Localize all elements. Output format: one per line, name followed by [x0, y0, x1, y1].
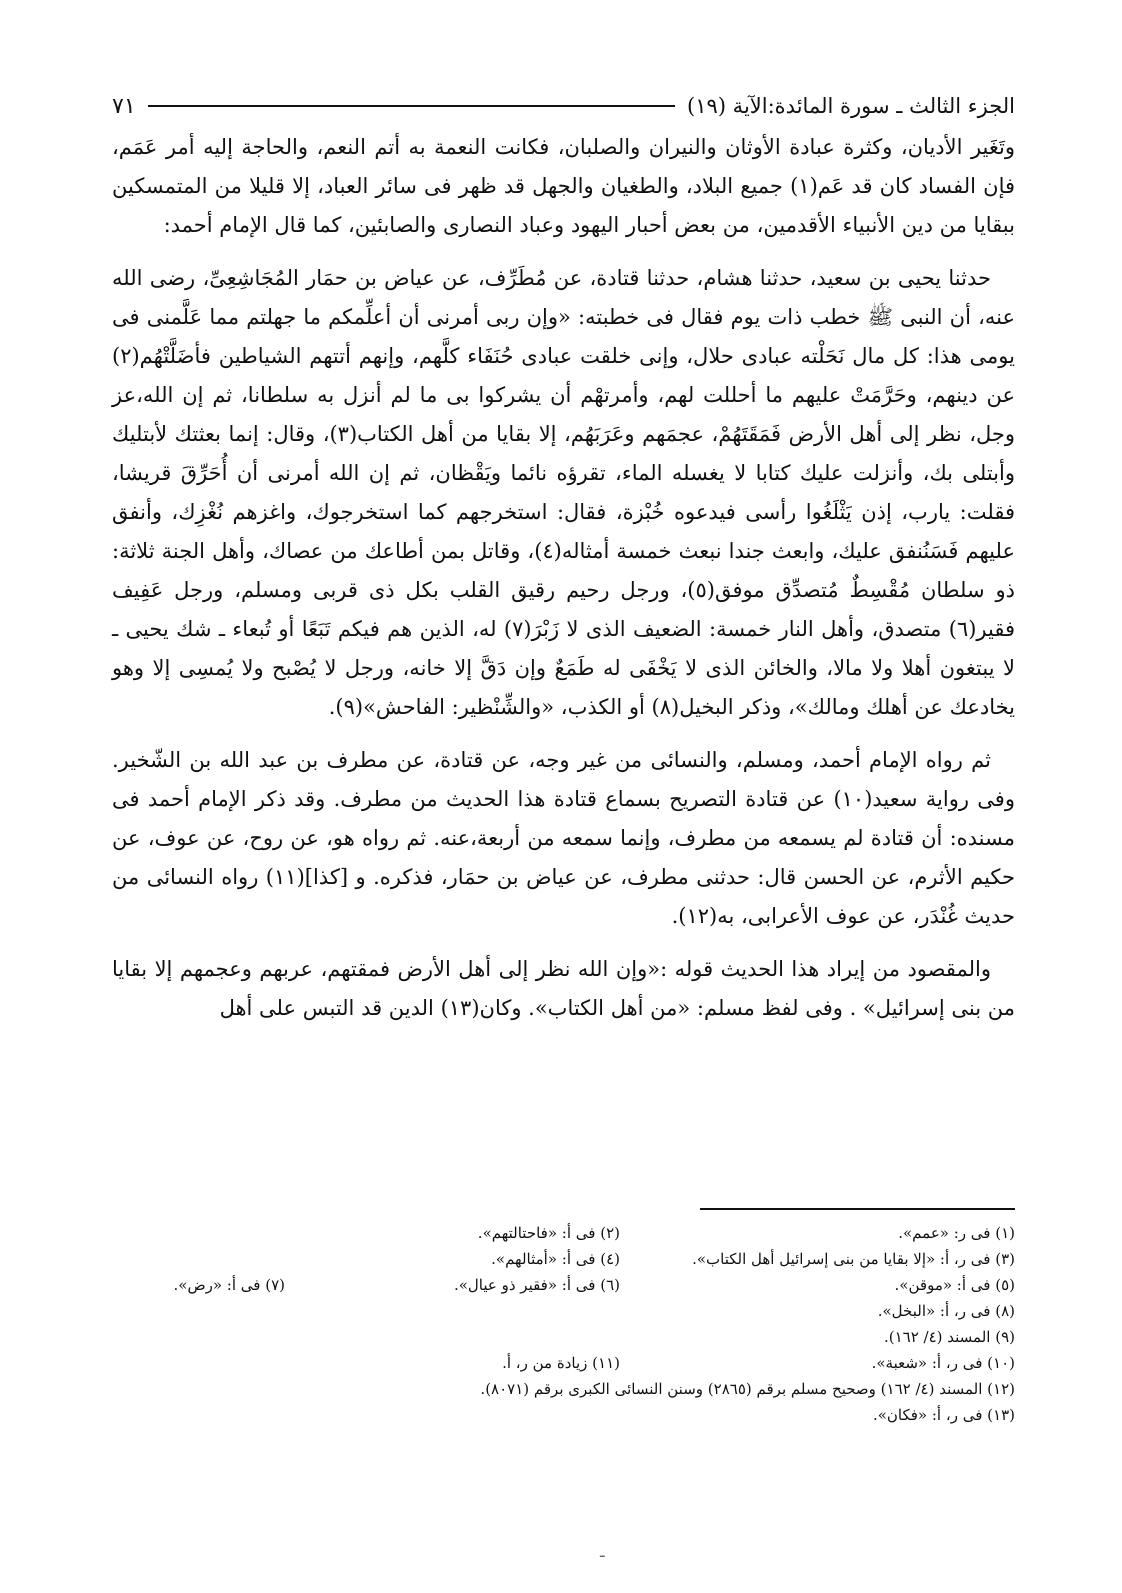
- footnote-11: (١١) زيادة من ر، أ.: [502, 1354, 620, 1372]
- footnote-row: [112, 1272, 1015, 1298]
- page-number: ٧١: [112, 93, 136, 119]
- footnote-row: [112, 1350, 1015, 1376]
- footnote-7: (٧) فى أ: «رض».: [173, 1276, 285, 1294]
- stray-mark: ـ: [600, 1542, 605, 1561]
- footnote-5: (٥) فى أ: «موقن».: [894, 1276, 1015, 1294]
- footnote-1: (١) فى ر: «عمم».: [898, 1224, 1015, 1242]
- header-title: الجزء الثالث ـ سورة المائدة:الآية (١٩): [687, 94, 1015, 118]
- footnotes: [112, 1220, 1015, 1428]
- footnote-row: [112, 1220, 1015, 1246]
- footnote-row: [112, 1298, 1015, 1324]
- footnote-4: (٤) فى أ: «أمثالهم».: [491, 1250, 620, 1268]
- paragraph-1: وتَغَير الأديان، وكثرة عبادة الأوثان والنيران والصلبان، فكانت النعمة به أتم النعم، والحاجة إليه أمر عَمَم، فإن الفساد كان قد عَم(١) جميع البلاد، والطغيان والجهل قد ظهر فى سائر العباد، إلا قليلا من المتمسكين ببقايا من دين الأنبياء الأقدمين، من بعض أحبار اليهود وعباد النصارى والصابئين، كما قال الإمام أحمد:: [112, 135, 1016, 237]
- header-rule: [148, 105, 675, 107]
- running-header: [112, 88, 1015, 124]
- paragraph-3: ثم رواه الإمام أحمد، ومسلم، والنسائى من غير وجه، عن قتادة، عن مطرف بن عبد الله بن الشّخير. وفى رواية سعيد(١٠) عن قتادة التصريح بسماع قتادة هذا الحديث من مطرف. وقد ذكر الإمام أحمد فى مسنده: أن قتادة لم يسمعه من مطرف، وإنما سمعه من أربعة،عنه. ثم رواه هو، عن روح، عن عوف، عن حكيم الأثرم، عن الحسن قال: حدثنى مطرف، عن عياض بن حمَار، فذكره. و [كذا](١١) رواه النسائى من حديث غُنْدَر، عن عوف الأعرابى، به(١٢).: [112, 748, 1016, 928]
- main-text: [112, 128, 1015, 1028]
- footnote-13: (١٣) فى ر، أ: «فكان».: [872, 1406, 1015, 1424]
- footnote-2: (٢) فى أ: «فاحتالتهم».: [477, 1224, 620, 1242]
- footnote-12: (١٢) المسند (٤/ ١٦٢) وصحيح مسلم برقم (٢٨٦٥) وسنن النسائى الكبرى برقم (٨٠٧١).: [480, 1380, 1015, 1398]
- footnote-6: (٦) فى أ: «فقير ذو عيال».: [453, 1276, 620, 1294]
- footnote-8: (٨) فى ر، أ: «البخل».: [877, 1302, 1015, 1320]
- footnote-row: [112, 1324, 1015, 1350]
- footnote-10: (١٠) فى ر، أ: «شعبة».: [871, 1354, 1015, 1372]
- footnote-row: [112, 1376, 1015, 1402]
- footnote-row: [112, 1246, 1015, 1272]
- footnote-3: (٣) فى ر، أ: «إلا بقايا من بنى إسرائيل أهل الكتاب».: [692, 1250, 1015, 1268]
- footnote-row: [112, 1402, 1015, 1428]
- footnote-separator: [700, 1208, 1015, 1210]
- paragraph-4: والمقصود من إيراد هذا الحديث قوله :«وإن الله نظر إلى أهل الأرض فمقتهم، عربهم وعجمهم إلا بقايا من بنى إسرائيل» . وفى لفظ مسلم: «من أهل الكتاب». وكان(١٣) الدين قد التبس على أهل: [112, 957, 1015, 1020]
- footnote-9: (٩) المسند (٤/ ١٦٢).: [883, 1328, 1015, 1346]
- paragraph-2-hadith: حدثنا يحيى بن سعيد، حدثنا هشام، حدثنا قتادة، عن مُطَرِّف، عن عياض بن حمَار المُجَاشِعِىِّ، رضى الله عنه، أن النبى ﷺ خطب ذات يوم فقال فى خطبته: «وإن ربى أمرنى أن أعلِّمكم ما جهلتم مما عَلَّمنى فى يومى هذا: كل مال نَحَلْته عبادى حلال، وإنى خلقت عبادى حُنَفَاء كلَّهم، وإنهم أتتهم الشياطين فأضَلَّتْهُم(٢) عن دينهم، وحَرَّمَتْ عليهم ما أحللت لهم، وأمرتهْم أن يشركوا بى ما لم أنزل به سلطانا، ثم إن الله،عز وجل، نظر إلى أهل الأرض فَمَقَتَهُمْ، عجمَهم وعَرَبَهُم، إلا بقايا من أهل الكتاب(٣)، وقال: إنما بعثتك لأبتليك وأبتلى بك، وأنزلت عليك كتابا لا يغسله الماء، تقرؤه نائما ويَقْظان، ثم إن الله أمرنى أن أُحَرِّقَ قريشا، فقلت: يارب، إذن يَثْلَغُوا رأسى فيدعوه خُبْزة، فقال: استخرجهم كما استخرجوك، واغزهم نُغْزِك، وأنفق عليهم فَسَنُنفق عليك، وابعث جندا نبعث خمسة أمثاله(٤)، وقاتل بمن أطاعك من عصاك، وأهل الجنة ثلاثة: ذو سلطان مُقْسِطٌ مُتصدِّق موفق(٥)، ورجل رحيم رقيق القلب بكل ذى قربى ومسلم، ورجل عَفِيف فقير(٦) متصدق، وأهل النار خمسة: الضعيف الذى لا زَبْرَ(٧) له، الذين هم فيكم تَبَعًا أو تُبعاء ـ شك يحيى ـ لا يبتغون أهلا ولا مالا، والخائن الذى لا يَخْفَى له طَمَعٌ وإن دَقَّ إلا خانه، ورجل لا يُصْبح ولا يُمسِى إلا وهو يخادعك عن أهلك ومالك»، وذكر البخيل(٨) أو الكذب، «والشِّنْظير: الفاحش»(٩).: [112, 266, 1016, 719]
